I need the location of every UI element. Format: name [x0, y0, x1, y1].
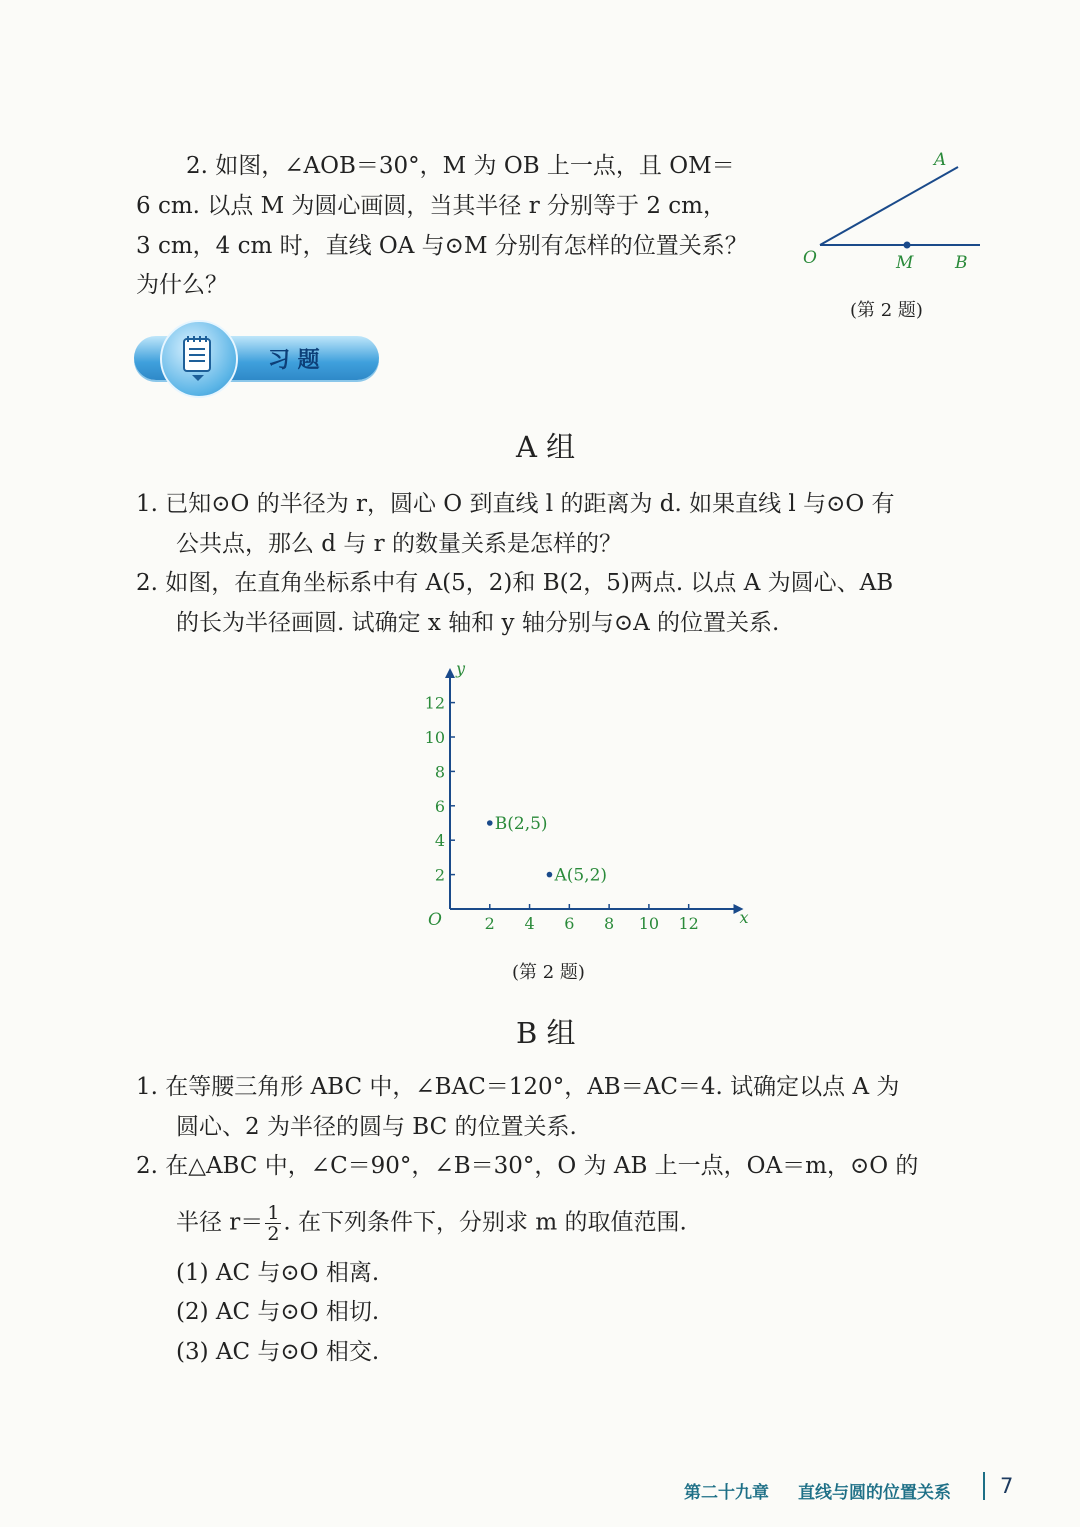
- group-b-line-3: 2. 在△ABC 中，∠C＝90°，∠B＝30°，O 为 AB 上一点，OA＝m，⊙O 的: [136, 1153, 919, 1179]
- group-b-line-2: 圆心、2 为半径的圆与 BC 的位置关系.: [176, 1114, 577, 1140]
- footer-divider: [983, 1472, 985, 1500]
- top-problem-line-3: 3 cm，4 cm 时，直线 OA 与⊙M 分别有怎样的位置关系？: [136, 233, 748, 259]
- coordinate-plot: [400, 658, 749, 945]
- label-m: M: [896, 253, 914, 273]
- x-tick-label: 4: [524, 914, 535, 933]
- x-tick-label: 12: [678, 914, 699, 933]
- condition-1: (1) AC 与⊙O 相离.: [176, 1260, 380, 1286]
- radius-suffix: . 在下列条件下，分别求 m 的取值范围.: [283, 1209, 687, 1236]
- label-o: O: [803, 248, 817, 268]
- x-axis-label: x: [739, 908, 749, 927]
- radius-prefix: 半径 r＝: [176, 1209, 264, 1236]
- fraction-numerator: 1: [267, 1202, 280, 1224]
- x-tick-label: 8: [604, 914, 615, 933]
- angle-figure: [795, 145, 995, 275]
- plot-caption: (第 2 题): [512, 962, 585, 983]
- radius-line: [176, 1203, 687, 1244]
- top-problem-line-2: 6 cm. 以点 M 为圆心画圆，当其半径 r 分别等于 2 cm，: [136, 193, 726, 219]
- y-tick-label: 8: [434, 762, 445, 782]
- condition-3: (3) AC 与⊙O 相交.: [176, 1339, 380, 1365]
- top-problem-line-4: 为什么？: [136, 272, 228, 298]
- group-b-title: B 组: [516, 1016, 576, 1050]
- y-tick-label: 4: [434, 831, 445, 851]
- point-label: A(5,2): [554, 865, 608, 886]
- y-tick-label: 10: [424, 728, 445, 747]
- banner-title: 习 题: [268, 348, 320, 373]
- label-a: A: [934, 150, 947, 170]
- group-a-line-2: 公共点，那么 d 与 r 的数量关系是怎样的？: [176, 531, 622, 557]
- top-problem-line-1: 2. 如图，∠AOB＝30°，M 为 OB 上一点，且 OM＝: [186, 153, 735, 179]
- group-b-line-1: 1. 在等腰三角形 ABC 中，∠BAC＝120°，AB＝AC＝4. 试确定以点 A 为: [136, 1074, 900, 1100]
- x-tick-label: 6: [564, 914, 575, 933]
- point-m: [904, 242, 911, 249]
- condition-2: (2) AC 与⊙O 相切.: [176, 1299, 380, 1325]
- group-a-title: A 组: [516, 430, 576, 464]
- notepad-icon: [178, 333, 218, 383]
- radius-fraction: [265, 1203, 281, 1244]
- group-a-line-4: 的长为半径画圆. 试确定 x 轴和 y 轴分别与⊙A 的位置关系.: [176, 610, 780, 636]
- y-axis-label: y: [456, 658, 466, 678]
- label-b: B: [955, 253, 968, 273]
- top-figure-caption: (第 2 题): [850, 300, 923, 321]
- y-tick-label: 12: [424, 693, 445, 713]
- group-a-line-1: 1. 已知⊙O 的半径为 r，圆心 O 到直线 l 的距离为 d. 如果直线 l 与⊙O 有: [136, 491, 895, 517]
- footer-section: 直线与圆的位置关系: [798, 1483, 951, 1503]
- data-point: [487, 820, 493, 826]
- x-tick-label: 2: [484, 914, 495, 933]
- footer-chapter: 第二十九章: [684, 1483, 769, 1503]
- point-label: B(2,5): [494, 814, 548, 834]
- origin-label: O: [428, 910, 442, 930]
- y-tick-label: 6: [434, 796, 445, 816]
- data-point: [547, 872, 553, 878]
- y-tick-label: 2: [434, 865, 445, 885]
- fraction-denominator: 2: [267, 1223, 280, 1245]
- ray-oa: [820, 167, 958, 245]
- group-a-line-3: 2. 如图，在直角坐标系中有 A(5，2)和 B(2，5)两点. 以点 A 为圆心、AB: [136, 570, 894, 596]
- y-axis-arrow: [445, 668, 455, 678]
- x-tick-label: 10: [638, 914, 660, 933]
- page-number: 7: [1000, 1474, 1014, 1498]
